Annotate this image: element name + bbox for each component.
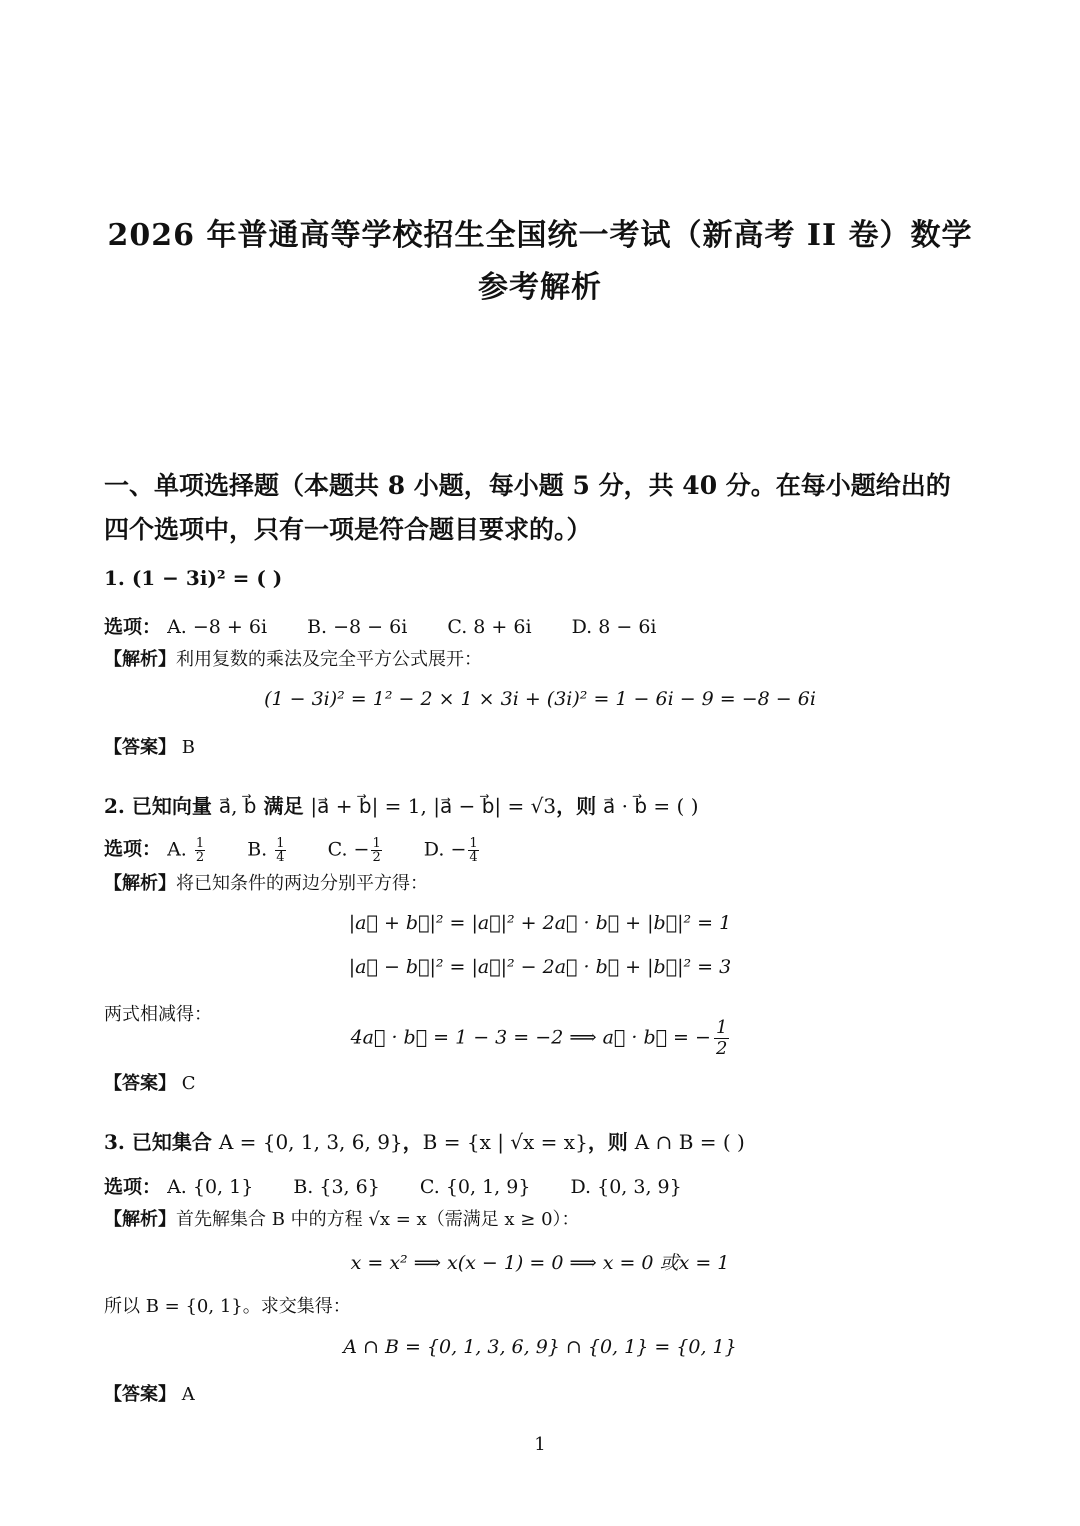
numerator: 1 <box>469 835 478 851</box>
analysis-label: 【解析】 <box>104 649 176 670</box>
stem-text: 2. 已知向量 <box>104 794 219 818</box>
option-b <box>247 837 287 864</box>
equation-fraction <box>714 1018 729 1059</box>
question-2-equation-3 <box>0 1018 1080 1059</box>
question-2-equation-2: |a⃗ − b⃗|² = |a⃗|² − 2a⃗ · b⃗ + |b⃗|² = 3 <box>348 956 732 978</box>
option-sign: − <box>450 838 467 860</box>
denominator: 2 <box>372 849 381 865</box>
stem-math: B = {x | √x = x} <box>422 1130 588 1154</box>
stem-text: ， <box>402 1130 423 1154</box>
denominator: 2 <box>715 1038 728 1059</box>
question-3-analysis <box>104 1205 580 1231</box>
option-letter: D. <box>423 838 445 860</box>
option-fraction <box>468 837 478 864</box>
question-1-answer <box>104 733 195 759</box>
analysis-label: 【解析】 <box>104 1209 176 1230</box>
option-b: B. {3, 6} <box>293 1176 380 1198</box>
answer-label: 【答案】 <box>104 737 176 758</box>
section-heading-line2: 四个选项中，只有一项是符合题目要求的。） <box>104 515 592 544</box>
question-1-options <box>104 612 691 639</box>
question-2-text: 两式相减得： <box>104 1004 212 1025</box>
stem-text: ，则 <box>556 794 604 818</box>
question-3-equation-2: A ∩ B = {0, 1, 3, 6, 9} ∩ {0, 1} = {0, 1} <box>343 1336 737 1358</box>
answer-value: A <box>181 1384 195 1405</box>
stem-math: A = {0, 1, 3, 6, 9} <box>218 1130 403 1154</box>
stem-math: a⃗ · b⃗ = ( ) <box>603 794 699 818</box>
answer-value: B <box>181 737 195 758</box>
denominator: 4 <box>469 849 478 865</box>
stem-math: |a⃗ + b⃗| = 1, |a⃗ − b⃗| = √3 <box>310 794 557 818</box>
question-2-stem <box>104 790 699 819</box>
question-1-equation: (1 − 3i)² = 1² − 2 × 1 × 3i + (3i)² = 1 − 6i − 9 = −8 − 6i <box>264 688 816 710</box>
question-2-answer <box>104 1069 196 1095</box>
option-d <box>424 837 481 864</box>
question-2-analysis <box>104 869 428 895</box>
analysis-text: 利用复数的乘法及完全平方公式展开： <box>176 649 482 670</box>
option-letter: B. <box>247 838 268 860</box>
option-a <box>167 837 207 864</box>
numerator: 1 <box>715 1017 728 1038</box>
question-2-equation-1: |a⃗ + b⃗|² = |a⃗|² + 2a⃗ · b⃗ + |b⃗|² = 1 <box>348 912 732 934</box>
option-b: B. −8 − 6i <box>307 616 408 638</box>
numerator: 1 <box>372 835 381 851</box>
options-label: 选项： <box>104 616 162 638</box>
option-d: D. {0, 3, 9} <box>570 1176 682 1198</box>
option-sign: − <box>353 838 370 860</box>
numerator: 1 <box>195 835 205 851</box>
option-c: C. 8 + 6i <box>447 616 532 638</box>
analysis-label: 【解析】 <box>104 873 176 894</box>
question-1-stem: 1. (1 − 3i)² = ( ) <box>104 566 283 590</box>
answer-value: C <box>181 1073 196 1094</box>
question-1-analysis <box>104 645 482 671</box>
question-3-options <box>104 1172 716 1199</box>
stem-math: A ∩ B = ( ) <box>634 1130 745 1154</box>
analysis-text: 将已知条件的两边分别平方得： <box>176 873 428 894</box>
option-letter: A. <box>167 838 187 860</box>
question-2-options <box>104 834 515 864</box>
numerator: 1 <box>276 835 285 851</box>
option-d: D. 8 − 6i <box>571 616 657 638</box>
stem-text: 3. 已知集合 <box>104 1130 219 1154</box>
option-a: A. {0, 1} <box>167 1176 254 1198</box>
option-fraction <box>275 837 285 864</box>
equation-text: 4a⃗ · b⃗ = 1 − 3 = −2 ⟹ a⃗ · b⃗ = − <box>350 1026 711 1049</box>
stem-math: a⃗, b⃗ <box>218 794 257 818</box>
analysis-text: 首先解集合 B 中的方程 √x = x（需满足 x ≥ 0）： <box>176 1209 580 1230</box>
paper-title: 2026 年普通高等学校招生全国统一考试（新高考 II 卷）数学 <box>107 218 973 253</box>
options-label: 选项： <box>104 1176 162 1198</box>
question-3-text: 所以 B = {0, 1}。求交集得： <box>104 1296 351 1317</box>
option-letter: C. <box>327 838 348 860</box>
section-heading-line1: 一、单项选择题（本题共 8 小题，每小题 5 分，共 40 分。在每小题给出的 <box>104 471 951 500</box>
option-c <box>328 837 384 864</box>
page-number: 1 <box>534 1434 546 1455</box>
denominator: 4 <box>276 849 285 865</box>
answer-label: 【答案】 <box>104 1073 176 1094</box>
question-3-stem <box>104 1126 745 1155</box>
question-3-equation-1: x = x² ⟹ x(x − 1) = 0 ⟹ x = 0 或x = 1 <box>350 1252 730 1274</box>
option-c: C. {0, 1, 9} <box>419 1176 531 1198</box>
options-label: 选项： <box>104 838 162 860</box>
question-3-answer <box>104 1380 195 1406</box>
option-fraction <box>195 837 205 864</box>
denominator: 2 <box>195 849 205 865</box>
stem-text: 满足 <box>256 794 311 818</box>
paper-subtitle: 参考解析 <box>478 270 602 305</box>
option-a: A. −8 + 6i <box>167 616 268 638</box>
option-fraction <box>371 837 381 864</box>
stem-text: ，则 <box>587 1130 635 1154</box>
answer-label: 【答案】 <box>104 1384 176 1405</box>
